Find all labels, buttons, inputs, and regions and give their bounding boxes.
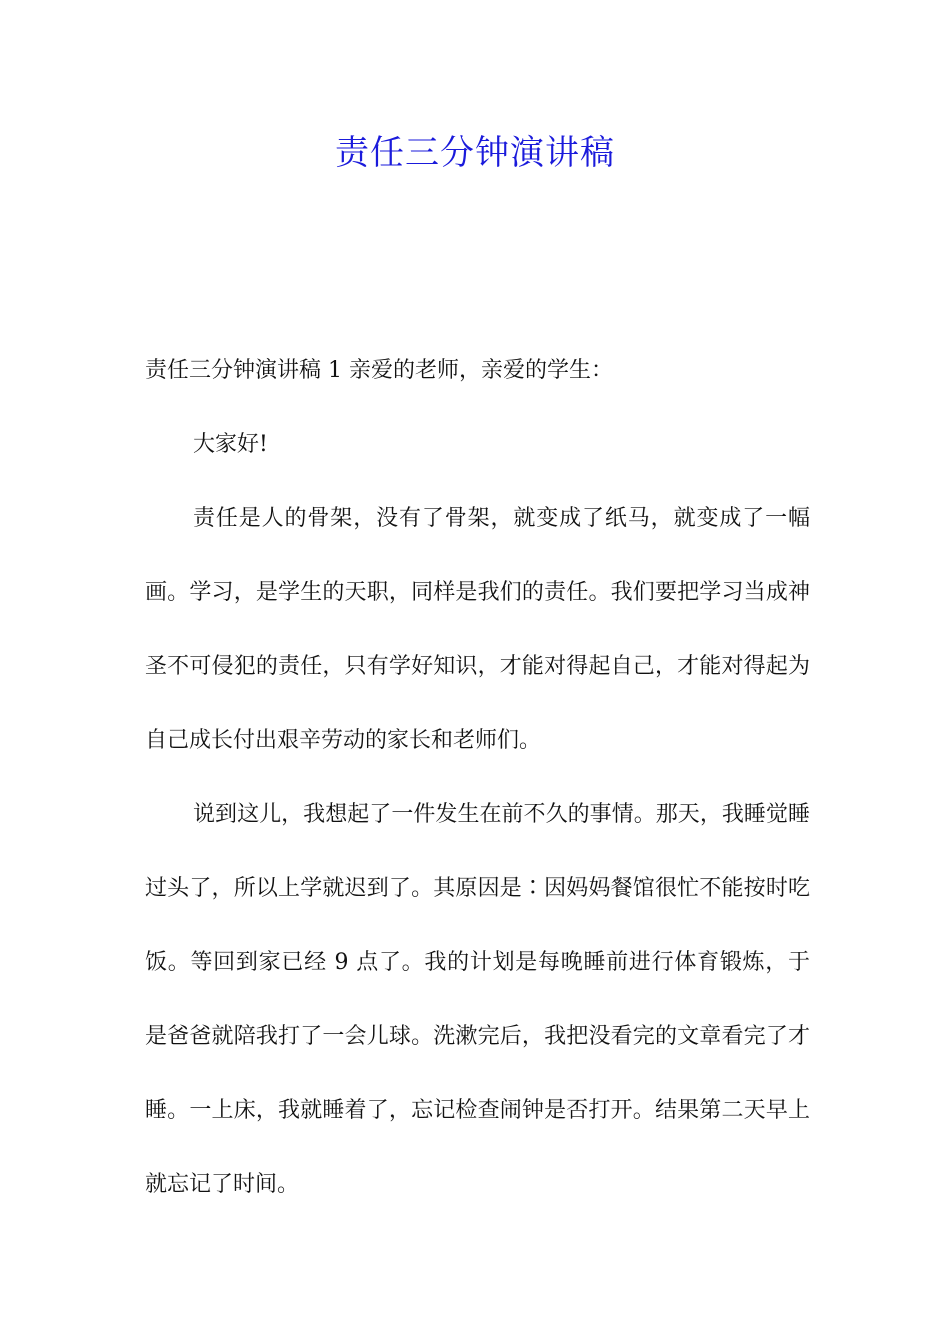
salutation-paragraph: 责任三分钟演讲稿 1 亲爱的老师，亲爱的学生： bbox=[145, 358, 613, 383]
body-paragraph: 说到这儿，我想起了一件发生在前不久的事情。那天，我睡觉睡过头了，所以上学就迟到了。其原因是∶因妈妈餐馆很忙不能按时吃饭。等回到家已经 9 点了。我的计划是每晚睡前进行体育锻炼，于是爸爸就陪我打了一会儿球。洗漱完后，我把没看完的文章看完了才睡。一上床，我就睡着了，忘记检查闹钟是否打开。结果第二天早上就忘记了时间。 bbox=[145, 802, 810, 1197]
document-body bbox=[145, 334, 810, 1222]
body-paragraph: 责任是人的骨架，没有了骨架，就变成了纸马，就变成了一幅画。学习，是学生的天职，同样是我们的责任。我们要把学习当成神圣不可侵犯的责任，只有学好知识，才能对得起自己，才能对得起为自己成长付出艰辛劳动的家长和老师们。 bbox=[145, 506, 810, 753]
document-title: 责任三分钟演讲稿 bbox=[335, 133, 615, 173]
greeting-paragraph: 大家好! bbox=[193, 432, 268, 457]
